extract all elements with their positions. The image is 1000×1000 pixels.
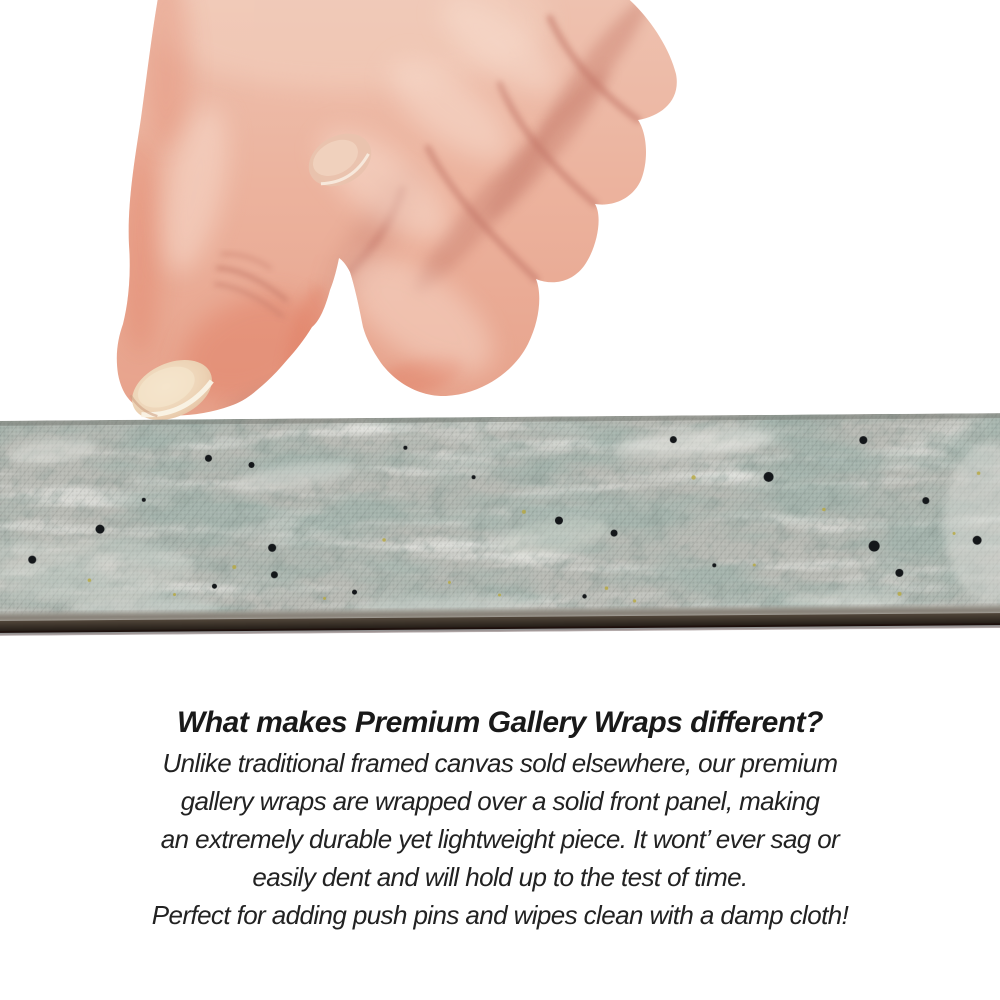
- section-heading: What makes Premium Gallery Wraps different?: [177, 706, 823, 739]
- hand-photo: [90, 0, 710, 445]
- body-line-1: Unlike traditional framed canvas sold elsewhere, our premium: [162, 748, 838, 778]
- canvas-texture: [0, 413, 1000, 641]
- body-line-3: an extremely durable yet lightweight piece. It wont’ ever sag or: [160, 824, 840, 854]
- body-line-2: gallery wraps are wrapped over a solid front panel, making: [180, 786, 820, 816]
- marketing-copy: [0, 702, 1000, 934]
- canvas-edge-photo: [0, 413, 1000, 641]
- body-line-5: Perfect for adding push pins and wipes clean with a damp cloth!: [151, 900, 849, 930]
- body-line-4: easily dent and will hold up to the test of time.: [252, 862, 748, 892]
